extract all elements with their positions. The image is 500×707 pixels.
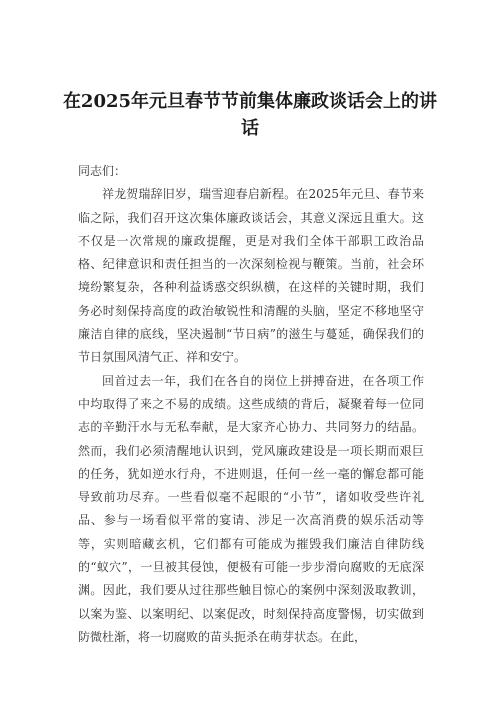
document-title: 在2025年元旦春节节前集体廉政谈话会上的讲话 bbox=[62, 91, 438, 139]
paragraph-2: 回首过去一年，我们在各自的岗位上拼搏奋进，在各项工作中均取得了来之不易的成绩。这些成绩的背后，凝聚着每一位同志的辛勤汗水与无私奉献，是大家齐心协力、共同努力的结晶。然而，我们必须清醒地认识到，党风廉政建设是一项长期而艰巨的任务，犹如逆水行舟，不进则退，任何一丝一毫的懈怠都可能导致前功尽弃。一些看似毫不起眼的“小节”，诸如收受些许礼品、参与一场看似平常的宴请、涉足一次高消费的娱乐活动等等，实则暗藏玄机，它们都有可能成为摧毁我们廉洁自律防线的“蚁穴”，一旦被其侵蚀，便极有可能一步步滑向腐败的无底深渊。因此，我们要从过往那些触目惊心的案例中深刻汲取教训，以案为鉴、以案明纪、以案促改，时刻保持高度警惕，切实做到防微杜渐，将一切腐败的苗头扼杀在萌芽状态。在此， bbox=[78, 373, 424, 644]
paragraph-1: 祥龙贺瑞辞旧岁，瑞雪迎春启新程。在2025年元旦、春节来临之际，我们召开这次集体廉政谈话会，其意义深远且重大。这不仅是一次常规的廉政提醒，更是对我们全体干部职工政治品格、纪律意识和责任担当的一次深刻检视与鞭策。当前，社会环境纷繁复杂，各种利益诱惑交织纵横，在这样的关键时期，我们务必时刻保持高度的政治敏锐性和清醒的头脑，坚定不移地坚守廉洁自律的底线，坚决遏制“节日病”的滋生与蔓延，确保我们的节日氛围风清气正、祥和安宁。 bbox=[78, 187, 424, 365]
salutation: 同志们： bbox=[78, 164, 127, 178]
document-body bbox=[78, 160, 424, 649]
